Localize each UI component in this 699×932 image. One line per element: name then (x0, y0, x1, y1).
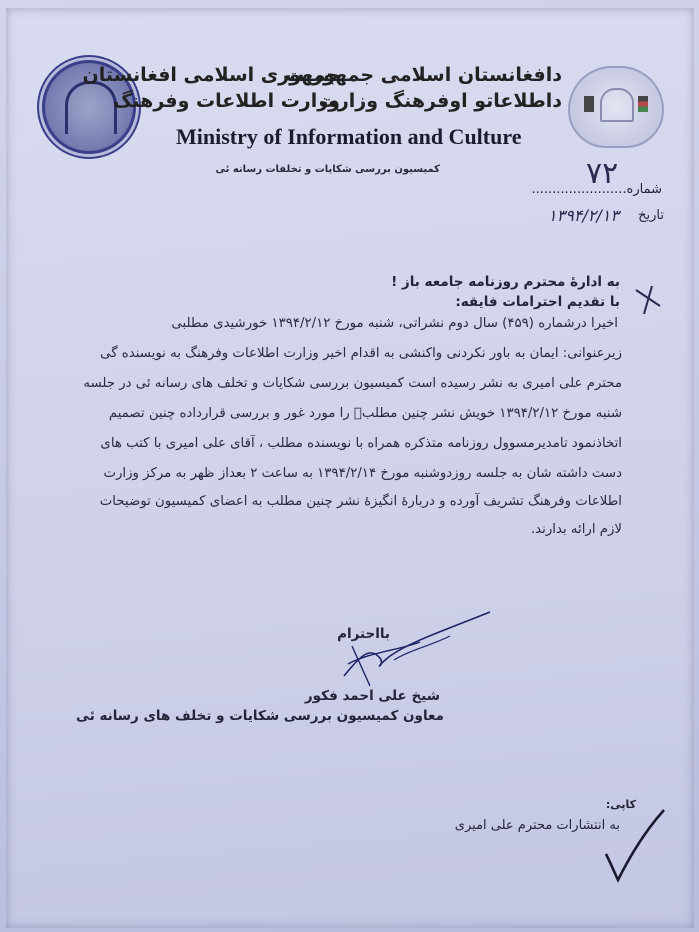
header-fa-line1: جمهوری اسلامی افغانستان (82, 64, 340, 86)
copy-label: کاپی: (605, 798, 636, 811)
handwritten-signature (300, 606, 500, 692)
body-line: زیرعنوانی: ایمان به باور نکردنی واکنشی به اقدام اخیر وزارت اطلاعات وفرهنگ به نویسنده گی (100, 346, 622, 361)
header-fa-line2: وزارت اطلاعات وفرهنگ (112, 90, 340, 112)
commission-subtitle: کمیسیون بررسی شکایات و تخلفات رسانه ئی (215, 164, 440, 175)
body-line: دست داشته شان به جلسه روزدوشنبه مورخ ۱۳۹۴/۲/۱۴ به ساعت ۲ بعداز ظهر به مرکز وزارت (103, 466, 622, 481)
body-line: لازم ارائه بدارند. (530, 522, 622, 537)
handwritten-tick-mark (598, 806, 668, 886)
header-english-title: Ministry of Information and Culture (176, 124, 522, 149)
signer-title: معاون کمیسیون بررسی شکایات و تخلف های رسانه ئی (76, 708, 444, 724)
greeting-line: با تقدیم احترامات فایقه: (455, 294, 620, 310)
body-line: اخیرا درشماره (۴۵۹) سال دوم نشراتی، شنبه مورخ ۱۳۹۴/۲/۱۲ خورشیدی مطلبی (171, 316, 618, 331)
margin-handwritten-mark (630, 282, 666, 318)
body-line: اطلاعات وفرهنگ تشریف آورده و دربارۀ انگیزۀ نشر چنین مطلب به اعضای کمیسیون توضیحات (99, 494, 622, 509)
closing-line: بااحترام (337, 626, 390, 642)
number-label: شماره....................... (531, 182, 662, 197)
date-value-handwritten: ۱۳۹۴/۲/۱۳ (548, 206, 619, 225)
recipient-line: به ادارۀ محترم روزنامه جامعه باز ! (391, 274, 620, 290)
header-ps-line2: داطلاعاتو اوفرهنگ وزارت (318, 90, 562, 112)
number-value-handwritten: ۷۲ (586, 156, 619, 191)
body-line: اتخاذنمود تامدیرمسوول روزنامه متذکره همراه با نویسنده مطلب ، آقای علی امیری با کتب های (100, 436, 622, 451)
afghanistan-emblem-logo (568, 66, 664, 148)
signer-name: شیخ علی احمد فکور (304, 688, 440, 704)
body-line: شنبه مورخ ۱۳۹۴/۲/۱۲ خویش نشر چنین مطلبؒ را مورد غور و بررسی قرارداده چنین تصمیم (108, 406, 622, 421)
body-line: محترم علی امیری به نشر رسیده است کمیسیون بررسی شکایات و تخلف های رسانه ئی در جلسه (83, 376, 622, 391)
header-ps-line1: دافغانستان اسلامی جمهوریت (284, 64, 562, 86)
date-label: تاریخ (638, 208, 664, 223)
copy-recipient: به انتشارات محترم علی امیری (454, 818, 620, 833)
